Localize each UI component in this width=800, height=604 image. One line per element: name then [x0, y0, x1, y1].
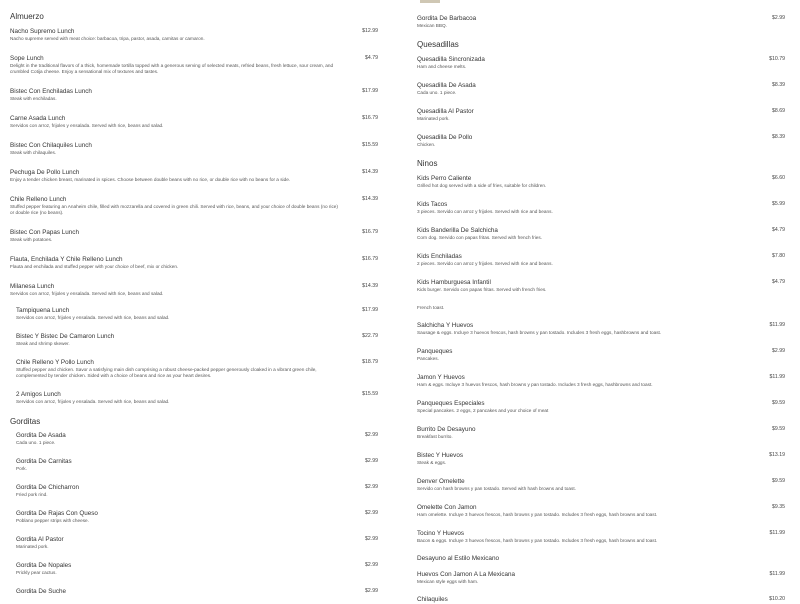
- menu-item[interactable]: [417, 348, 785, 362]
- menu-item-description: Servidos con arroz, frijoles y ensalada. Served with rice, beans and salad.: [16, 315, 170, 320]
- menu-item-price: $2.99: [365, 562, 378, 568]
- menu-item-price: $5.99: [772, 201, 785, 207]
- menu-item-description: Pork.: [16, 466, 27, 471]
- menu-item-description: Enjoy a tender chicken breast, marinated in spices. Choose between double beans with no rice, or double rice with no beans for a side.: [10, 177, 291, 182]
- menu-item-description: Prickly pear cactus.: [16, 570, 57, 575]
- menu-item[interactable]: [417, 374, 785, 388]
- menu-item-name: Gordita De Nopales: [16, 562, 72, 569]
- menu-item-price: $11.99: [769, 571, 785, 577]
- menu-item-name: Huevos Con Jamon A La Mexicana: [417, 571, 516, 578]
- menu-item-name: Denver Omelette: [417, 478, 465, 485]
- menu-item[interactable]: [10, 88, 378, 102]
- menu-item-description: Ham omelette. Incluye 3 huevos frescos, hash browns y pan tostado. Includes 3 fresh eggs, hash browns and toast.: [417, 512, 658, 517]
- menu-item-price: $8.39: [772, 82, 785, 88]
- menu-item-description: Servidos con arroz, frijoles y ensalada. Served with rice, beans and salad.: [10, 291, 164, 296]
- menu-item-description: Bacon & eggs. Incluye 3 huevos frescos, hash browns y pan tostado. Includes 3 fresh eggs, hash browns and toast.: [417, 538, 658, 543]
- menu-item-description: Cada uno. 1 piece.: [16, 440, 56, 445]
- menu-item-name: Quesadilla Sincronizada: [417, 56, 485, 63]
- menu-item-price: $9.59: [772, 426, 785, 432]
- menu-item[interactable]: [417, 426, 785, 440]
- section-heading: Desayuno al Estilo Mexicano: [417, 555, 500, 562]
- menu-item-description: Corn dog. Servido con papas fritas. Served with french fries.: [417, 235, 543, 240]
- menu-item-description: Steak with potatoes.: [10, 237, 53, 242]
- menu-item[interactable]: [417, 452, 785, 466]
- menu-item[interactable]: [417, 175, 785, 189]
- menu-item-description: 3 pieces. Servido con arroz y frijoles. Served with rice and beans.: [417, 209, 553, 214]
- menu-item-description: Special pancakes. 2 eggs, 2 pancakes and your choice of meat: [417, 408, 549, 413]
- menu-item-name: Gordita Al Pastor: [16, 536, 64, 543]
- menu-item-description: Servidos con arroz, frijoles y ensalada. Served with rice, beans and salad.: [16, 399, 170, 404]
- menu-item-description: Sausage & eggs. Incluye 3 huevos frescos, hash browns y pan tostado. Includes 3 fresh eggs, hashbrowns and toast.: [417, 330, 662, 335]
- menu-item-price: $16.79: [362, 229, 378, 235]
- menu-item-description: Grilled hot dog served with a side of fries, suitable for children.: [417, 183, 547, 188]
- menu-item-name: Chile Relleno Lunch: [10, 196, 67, 203]
- menu-item-price: $2.99: [365, 432, 378, 438]
- menu-item[interactable]: [417, 201, 785, 215]
- menu-item-price: $4.79: [365, 55, 378, 61]
- menu-item-name: Kids Perro Caliente: [417, 175, 472, 182]
- menu-item-price: $7.80: [772, 253, 785, 259]
- menu-item-name: Kids Enchiladas: [417, 253, 462, 260]
- menu-item-description: Mexican BBQ.: [417, 23, 447, 28]
- menu-item-name: Milanesa Lunch: [10, 283, 55, 290]
- menu-item-name: Burrito De Desayuno: [417, 426, 476, 433]
- menu-item-name: Quesadilla De Pollo: [417, 134, 473, 141]
- menu-item-description: Kids burger. Servido con papas fritas. Served with french fries.: [417, 287, 547, 292]
- menu-item-description: Fried pork rind.: [16, 492, 48, 497]
- menu-item[interactable]: [16, 562, 378, 576]
- menu-item[interactable]: [417, 305, 785, 311]
- menu-item-price: $4.79: [772, 227, 785, 233]
- menu-item[interactable]: [16, 458, 378, 472]
- menu-item-price: $17.99: [362, 88, 378, 94]
- menu-item-name: Bistec Con Enchiladas Lunch: [10, 88, 92, 95]
- menu-item[interactable]: [417, 478, 785, 492]
- menu-item-price: $18.79: [362, 359, 378, 365]
- menu-item-description: Steak & eggs.: [417, 460, 447, 465]
- menu-item-name: Chilaquiles: [417, 596, 448, 603]
- menu-item-name: Gordita De Carnitas: [16, 458, 72, 465]
- menu-item-image: [420, 0, 440, 3]
- menu-item-description: Stuffed pepper and chicken. Savor a satisfying main dish comprising a robust cheese-packed pepper generously cloaked in a vibrant green chile, complemented by tender chicken. Sided with a choice of beans and rice as your heart desires.: [16, 367, 317, 379]
- menu-item-name: French toast.: [417, 305, 445, 310]
- menu-item-description: Marinated pork.: [417, 116, 450, 121]
- menu-item-price: $4.79: [772, 279, 785, 285]
- menu-item[interactable]: [10, 115, 378, 129]
- menu-item[interactable]: [10, 229, 378, 243]
- menu-item[interactable]: [417, 108, 785, 122]
- menu-item-price: $16.79: [362, 256, 378, 262]
- menu-item-name: Bistec Con Chilaquiles Lunch: [10, 142, 92, 149]
- menu-item[interactable]: [417, 504, 785, 518]
- menu-item-price: $11.99: [769, 530, 785, 536]
- menu-item-price: $14.39: [362, 283, 378, 289]
- menu-item-price: $13.19: [769, 452, 785, 458]
- menu-item[interactable]: [417, 322, 785, 336]
- menu-item-name: Gordita De Asada: [16, 432, 66, 439]
- menu-item[interactable]: [417, 134, 785, 148]
- menu-item-price: $10.20: [769, 596, 785, 602]
- menu-item[interactable]: [16, 359, 378, 380]
- menu-item-description: Servidos con arroz, frijoles y ensalada. Served with rice, beans and salad.: [10, 123, 164, 128]
- menu-item-name: Bistec Con Papas Lunch: [10, 229, 79, 236]
- section-heading: Almuerzo: [10, 12, 44, 21]
- menu-item-name: Nacho Supremo Lunch: [10, 28, 75, 35]
- menu-item[interactable]: [417, 82, 785, 96]
- menu-item[interactable]: [417, 279, 785, 293]
- menu-item[interactable]: [417, 596, 785, 604]
- menu-item-price: $12.99: [362, 28, 378, 34]
- menu-item-description: Stuffed pepper featuring an Anaheim chile, filled with mozzarella and covered in green chili. Served with rice, beans, and your choice of double beans (no rice) or double rice (no beans).: [10, 204, 338, 216]
- menu-item[interactable]: [417, 253, 785, 267]
- menu-item-price: $2.99: [365, 458, 378, 464]
- menu-item[interactable]: [16, 588, 378, 596]
- menu-item-price: $17.99: [362, 307, 378, 313]
- menu-item-name: Panqueques: [417, 348, 453, 355]
- menu-item-description: Poblano pepper strips with cheese.: [16, 518, 89, 523]
- menu-item-name: Pechuga De Pollo Lunch: [10, 169, 80, 176]
- menu-item-price: $9.35: [772, 504, 785, 510]
- menu-item[interactable]: [10, 28, 378, 42]
- menu-item-name: Panqueques Especiales: [417, 400, 485, 407]
- menu-item-price: $2.99: [365, 510, 378, 516]
- menu-item-price: $11.99: [769, 322, 785, 328]
- menu-item[interactable]: [417, 15, 785, 29]
- menu-item-name: 2 Amigos Lunch: [16, 391, 61, 398]
- menu-item-description: Steak with enchiladas.: [10, 96, 57, 101]
- menu-item-price: $2.99: [365, 588, 378, 594]
- menu-item-name: Kids Tacos: [417, 201, 448, 208]
- menu-item-name: Gordita De Suche: [16, 588, 67, 595]
- menu-item-price: $11.99: [769, 374, 785, 380]
- menu-item[interactable]: [417, 227, 785, 241]
- section-heading: Gorditas: [10, 417, 41, 426]
- menu-item[interactable]: [16, 307, 378, 321]
- menu-item-name: Quesadilla De Asada: [417, 82, 476, 89]
- menu-item[interactable]: [16, 432, 378, 446]
- menu-item-name: Quesadilla Al Pastor: [417, 108, 474, 115]
- menu-item-price: $9.59: [772, 400, 785, 406]
- menu-item-price: $8.39: [772, 134, 785, 140]
- menu-item-name: Gordita De Rajas Con Queso: [16, 510, 98, 517]
- menu-item-price: $2.99: [365, 484, 378, 490]
- menu-item-price: $14.39: [362, 196, 378, 202]
- menu-item[interactable]: [417, 56, 785, 70]
- menu-item-description: Nacho supreme served with meat choice: barbacoa, tripa, pastor, asada, carnitas or camaron.: [10, 36, 205, 41]
- menu-item-description: Breakfast burrito.: [417, 434, 453, 439]
- menu-item-price: $16.79: [362, 115, 378, 121]
- menu-item-name: Bistec Y Huevos: [417, 452, 463, 459]
- menu-item[interactable]: [16, 484, 378, 498]
- menu-item-name: Tocino Y Huevos: [417, 530, 465, 537]
- menu-item-price: $15.59: [362, 142, 378, 148]
- menu-item-description: Delight in the traditional flavors of a thick, homemade tortilla topped with a generous serving of selected meats, refried beans, fresh lettuce, sour cream, and crumbled Cotija cheese. Enjoy a sensational mix of textures and tastes.: [10, 63, 334, 75]
- section-heading: Ninos: [417, 159, 438, 168]
- menu-item[interactable]: [16, 510, 378, 524]
- menu-item-price: $22.79: [362, 333, 378, 339]
- menu-item-name: Carne Asada Lunch: [10, 115, 66, 122]
- menu-item-description: Pancakes.: [417, 356, 439, 361]
- menu-item-name: Gordita De Chicharron: [16, 484, 79, 491]
- menu-item-name: Chile Relleno Y Pollo Lunch: [16, 359, 94, 366]
- menu-item-description: Chicken.: [417, 142, 436, 147]
- menu-item[interactable]: [10, 196, 378, 217]
- menu-item-description: Marinated pork.: [16, 544, 49, 549]
- menu-item-name: Bistec Y Bistec De Camaron Lunch: [16, 333, 115, 340]
- menu-item-price: $2.99: [772, 15, 785, 21]
- menu-item-price: $14.39: [362, 169, 378, 175]
- menu-item-name: Kids Banderilla De Salchicha: [417, 227, 498, 234]
- menu-item[interactable]: [10, 142, 378, 156]
- menu-item-description: Servido con hash browns y pan tostado. Served with hash browns and toast.: [417, 486, 576, 491]
- menu-item-price: $8.69: [772, 108, 785, 114]
- menu-item-name: Kids Hamburguesa Infantil: [417, 279, 491, 286]
- menu-item[interactable]: [10, 55, 378, 76]
- menu-item[interactable]: [417, 400, 785, 414]
- menu-item-name: Gordita De Barbacoa: [417, 15, 477, 22]
- menu-item-name: Salchicha Y Huevos: [417, 322, 474, 329]
- menu-item-price: $2.99: [365, 536, 378, 542]
- menu-item[interactable]: [417, 571, 785, 585]
- menu-item-description: Flauta and enchilada and stuffed pepper with your choice of beef, mix or chicken.: [10, 264, 179, 269]
- menu-item[interactable]: [16, 536, 378, 550]
- menu-item-name: Sope Lunch: [10, 55, 44, 62]
- menu-item[interactable]: [10, 169, 378, 183]
- menu-item-price: $9.59: [772, 478, 785, 484]
- menu-item-name: Flauta, Enchilada Y Chile Relleno Lunch: [10, 256, 123, 263]
- menu-item[interactable]: [10, 256, 378, 270]
- menu-item-description: Mexican style eggs with ham.: [417, 579, 479, 584]
- menu-item[interactable]: [16, 391, 378, 405]
- menu-item-description: 2 pieces. Servido con arroz y frijoles. Served with rice and beans.: [417, 261, 553, 266]
- menu-item-price: $15.59: [362, 391, 378, 397]
- menu-item-name: Omelette Con Jamon: [417, 504, 477, 511]
- section-heading: Quesadillas: [417, 40, 459, 49]
- menu-item-description: Cada uno. 1 piece.: [417, 90, 457, 95]
- menu-item-description: Steak and shrimp skewer.: [16, 341, 70, 346]
- menu-item[interactable]: [16, 333, 378, 347]
- menu-item[interactable]: [417, 530, 785, 544]
- menu-item[interactable]: [10, 283, 378, 297]
- menu-item-description: Steak with chilaquiles.: [10, 150, 57, 155]
- menu-item-name: Tampiquena Lunch: [16, 307, 70, 314]
- menu-item-description: Ham & eggs. Incluye 3 huevos frescos, hash browns y pan tostado. Includes 3 fresh eggs, hashbrowns and toast.: [417, 382, 653, 387]
- menu-item-price: $10.79: [769, 56, 785, 62]
- menu-item-description: Ham and cheese melts.: [417, 64, 467, 69]
- menu-item-name: Jamon Y Huevos: [417, 374, 465, 381]
- menu-item-price: $6.60: [772, 175, 785, 181]
- menu-item-price: $2.99: [772, 348, 785, 354]
